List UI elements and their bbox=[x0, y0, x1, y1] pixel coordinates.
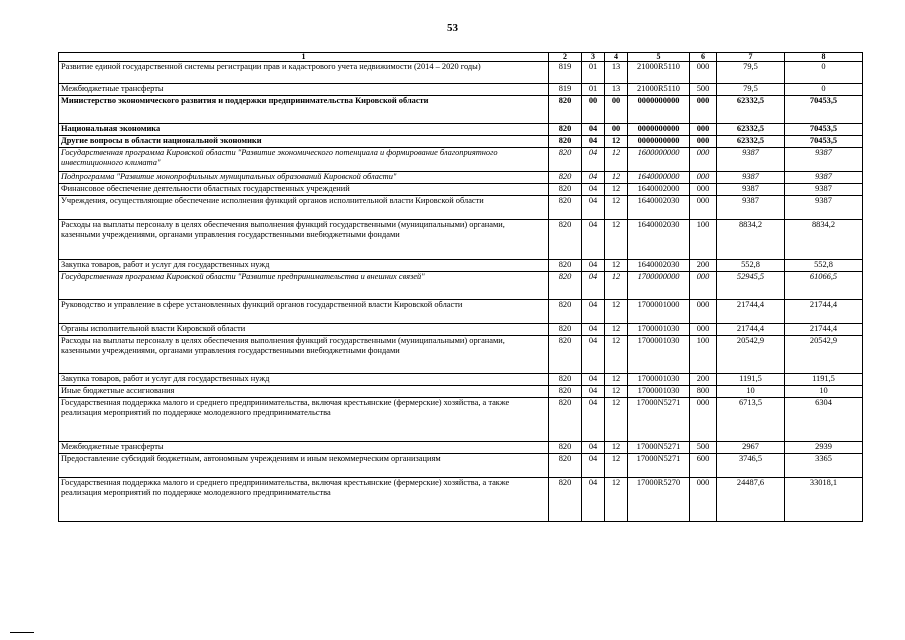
row-amount-col7-cell: 8834,2 bbox=[717, 220, 785, 260]
row-admin-code-cell: 820 bbox=[549, 374, 582, 386]
row-target-article-cell: 1700001030 bbox=[628, 324, 690, 336]
row-expense-type-cell: 100 bbox=[690, 220, 717, 260]
row-target-article-cell: 17000N5271 bbox=[628, 454, 690, 478]
row-target-article-cell: 21000R5110 bbox=[628, 84, 690, 96]
row-target-article-cell: 0000000000 bbox=[628, 124, 690, 136]
table-row bbox=[59, 442, 863, 454]
table-row bbox=[59, 184, 863, 196]
header-col-4: 4 bbox=[605, 53, 628, 62]
row-subsection-cell: 00 bbox=[605, 96, 628, 124]
row-subsection-cell: 12 bbox=[605, 260, 628, 272]
row-section-cell: 04 bbox=[582, 184, 605, 196]
header-col-3: 3 bbox=[582, 53, 605, 62]
table-row bbox=[59, 300, 863, 324]
row-amount-col8-cell: 9387 bbox=[785, 196, 863, 220]
row-amount-col7-cell: 21744,4 bbox=[717, 324, 785, 336]
row-amount-col7-cell: 2967 bbox=[717, 442, 785, 454]
row-target-article-cell: 1700001030 bbox=[628, 386, 690, 398]
row-target-article-cell: 1700001000 bbox=[628, 300, 690, 324]
row-section-cell: 01 bbox=[582, 62, 605, 84]
row-section-cell: 04 bbox=[582, 442, 605, 454]
scan-artifact-line bbox=[10, 632, 34, 633]
row-amount-col7-cell: 9387 bbox=[717, 172, 785, 184]
row-subsection-cell: 00 bbox=[605, 124, 628, 136]
row-section-cell: 04 bbox=[582, 386, 605, 398]
row-expense-type-cell: 000 bbox=[690, 196, 717, 220]
row-amount-col7-cell: 21744,4 bbox=[717, 300, 785, 324]
row-name-cell: Иные бюджетные ассигнования bbox=[59, 386, 549, 398]
row-name-cell: Расходы на выплаты персоналу в целях обеспечения выполнения функций государственными (муниципальными) органами, казенными учреждениями, органами управления государственными внебюджетными фондами bbox=[59, 336, 549, 374]
row-name-cell: Государственная поддержка малого и среднего предпринимательства, включая крестьянские (фермерские) хозяйства, а также реализация мероприятий по поддержке молодежного предпринимательства bbox=[59, 478, 549, 522]
row-admin-code-cell: 820 bbox=[549, 136, 582, 148]
row-section-cell: 01 bbox=[582, 84, 605, 96]
row-name-cell: Государственная программа Кировской области "Развитие экономического потенциала и формирование благоприятного инвестиционного климата" bbox=[59, 148, 549, 172]
row-name-cell: Расходы на выплаты персоналу в целях обеспечения выполнения функций государственными (муниципальными) органами, казенными учреждениями, органами управления государственными внебюджетными фондами bbox=[59, 220, 549, 260]
row-section-cell: 04 bbox=[582, 136, 605, 148]
table-row bbox=[59, 478, 863, 522]
table-body bbox=[59, 62, 863, 522]
row-name-cell: Органы исполнительной власти Кировской области bbox=[59, 324, 549, 336]
row-expense-type-cell: 000 bbox=[690, 148, 717, 172]
header-col-7: 7 bbox=[717, 53, 785, 62]
table-row bbox=[59, 398, 863, 442]
row-amount-col7-cell: 62332,5 bbox=[717, 136, 785, 148]
row-subsection-cell: 12 bbox=[605, 272, 628, 300]
row-name-cell: Другие вопросы в области национальной экономики bbox=[59, 136, 549, 148]
row-amount-col7-cell: 52945,5 bbox=[717, 272, 785, 300]
row-section-cell: 04 bbox=[582, 196, 605, 220]
row-amount-col7-cell: 6713,5 bbox=[717, 398, 785, 442]
row-expense-type-cell: 000 bbox=[690, 96, 717, 124]
row-subsection-cell: 12 bbox=[605, 324, 628, 336]
row-expense-type-cell: 000 bbox=[690, 300, 717, 324]
row-section-cell: 04 bbox=[582, 324, 605, 336]
row-expense-type-cell: 500 bbox=[690, 442, 717, 454]
row-name-cell: Национальная экономика bbox=[59, 124, 549, 136]
row-amount-col7-cell: 9387 bbox=[717, 184, 785, 196]
table-row bbox=[59, 324, 863, 336]
row-name-cell: Учреждения, осуществляющие обеспечение исполнения функций органов исполнительной власти Кировской области bbox=[59, 196, 549, 220]
table-row bbox=[59, 336, 863, 374]
row-amount-col8-cell: 552,8 bbox=[785, 260, 863, 272]
row-subsection-cell: 12 bbox=[605, 386, 628, 398]
row-section-cell: 00 bbox=[582, 96, 605, 124]
row-target-article-cell: 1640002000 bbox=[628, 184, 690, 196]
row-expense-type-cell: 000 bbox=[690, 136, 717, 148]
row-target-article-cell: 1640002030 bbox=[628, 196, 690, 220]
row-admin-code-cell: 820 bbox=[549, 398, 582, 442]
row-subsection-cell: 12 bbox=[605, 184, 628, 196]
row-name-cell: Развитие единой государственной системы регистрации прав и кадастрового учета недвижимости (2014 – 2020 годы) bbox=[59, 62, 549, 84]
row-target-article-cell: 1700001030 bbox=[628, 336, 690, 374]
table-row bbox=[59, 220, 863, 260]
row-subsection-cell: 13 bbox=[605, 62, 628, 84]
row-admin-code-cell: 820 bbox=[549, 478, 582, 522]
table-row bbox=[59, 84, 863, 96]
row-expense-type-cell: 600 bbox=[690, 454, 717, 478]
table-row bbox=[59, 148, 863, 172]
row-expense-type-cell: 000 bbox=[690, 184, 717, 196]
row-admin-code-cell: 820 bbox=[549, 148, 582, 172]
row-target-article-cell: 1640000000 bbox=[628, 172, 690, 184]
header-col-2: 2 bbox=[549, 53, 582, 62]
row-section-cell: 04 bbox=[582, 220, 605, 260]
row-admin-code-cell: 820 bbox=[549, 260, 582, 272]
row-amount-col8-cell: 0 bbox=[785, 62, 863, 84]
row-amount-col8-cell: 0 bbox=[785, 84, 863, 96]
row-amount-col7-cell: 24487,6 bbox=[717, 478, 785, 522]
row-section-cell: 04 bbox=[582, 124, 605, 136]
row-name-cell: Министерство экономического развития и поддержки предпринимательства Кировской области bbox=[59, 96, 549, 124]
table-row bbox=[59, 272, 863, 300]
row-amount-col8-cell: 9387 bbox=[785, 148, 863, 172]
row-amount-col8-cell: 70453,5 bbox=[785, 96, 863, 124]
row-amount-col8-cell: 9387 bbox=[785, 172, 863, 184]
row-amount-col8-cell: 6304 bbox=[785, 398, 863, 442]
row-amount-col7-cell: 552,8 bbox=[717, 260, 785, 272]
row-target-article-cell: 0000000000 bbox=[628, 96, 690, 124]
row-amount-col8-cell: 20542,9 bbox=[785, 336, 863, 374]
row-admin-code-cell: 820 bbox=[549, 300, 582, 324]
row-name-cell: Межбюджетные трансферты bbox=[59, 442, 549, 454]
row-subsection-cell: 12 bbox=[605, 398, 628, 442]
row-subsection-cell: 12 bbox=[605, 172, 628, 184]
row-admin-code-cell: 820 bbox=[549, 96, 582, 124]
row-target-article-cell: 1640002030 bbox=[628, 220, 690, 260]
budget-table bbox=[58, 52, 863, 522]
row-expense-type-cell: 000 bbox=[690, 478, 717, 522]
table-row bbox=[59, 172, 863, 184]
row-section-cell: 04 bbox=[582, 374, 605, 386]
row-expense-type-cell: 000 bbox=[690, 272, 717, 300]
row-section-cell: 04 bbox=[582, 148, 605, 172]
row-amount-col8-cell: 3365 bbox=[785, 454, 863, 478]
table-row bbox=[59, 374, 863, 386]
row-admin-code-cell: 820 bbox=[549, 454, 582, 478]
row-section-cell: 04 bbox=[582, 398, 605, 442]
row-target-article-cell: 1600000000 bbox=[628, 148, 690, 172]
row-subsection-cell: 12 bbox=[605, 220, 628, 260]
row-expense-type-cell: 500 bbox=[690, 84, 717, 96]
row-amount-col7-cell: 3746,5 bbox=[717, 454, 785, 478]
row-section-cell: 04 bbox=[582, 478, 605, 522]
row-name-cell: Предоставление субсидий бюджетным, автономным учреждениям и иным некоммерческим организациям bbox=[59, 454, 549, 478]
row-name-cell: Государственная поддержка малого и среднего предпринимательства, включая крестьянские (фермерские) хозяйства, а также реализация мероприятий по поддержке молодежного предпринимательства bbox=[59, 398, 549, 442]
row-amount-col8-cell: 8834,2 bbox=[785, 220, 863, 260]
row-expense-type-cell: 100 bbox=[690, 336, 717, 374]
row-name-cell: Подпрограмма "Развитие монопрофильных муниципальных образований Кировской области" bbox=[59, 172, 549, 184]
row-subsection-cell: 12 bbox=[605, 374, 628, 386]
row-amount-col8-cell: 70453,5 bbox=[785, 136, 863, 148]
row-subsection-cell: 12 bbox=[605, 454, 628, 478]
row-admin-code-cell: 820 bbox=[549, 124, 582, 136]
row-section-cell: 04 bbox=[582, 336, 605, 374]
row-subsection-cell: 12 bbox=[605, 196, 628, 220]
row-name-cell: Финансовое обеспечение деятельности областных государственных учреждений bbox=[59, 184, 549, 196]
row-target-article-cell: 17000N5271 bbox=[628, 442, 690, 454]
row-amount-col7-cell: 20542,9 bbox=[717, 336, 785, 374]
row-expense-type-cell: 000 bbox=[690, 172, 717, 184]
row-admin-code-cell: 820 bbox=[549, 386, 582, 398]
row-name-cell: Закупка товаров, работ и услуг для государственных нужд bbox=[59, 260, 549, 272]
row-amount-col8-cell: 70453,5 bbox=[785, 124, 863, 136]
row-subsection-cell: 13 bbox=[605, 84, 628, 96]
table-row bbox=[59, 96, 863, 124]
table-row bbox=[59, 136, 863, 148]
row-section-cell: 04 bbox=[582, 300, 605, 324]
row-admin-code-cell: 819 bbox=[549, 84, 582, 96]
row-admin-code-cell: 820 bbox=[549, 172, 582, 184]
row-target-article-cell: 17000R5270 bbox=[628, 478, 690, 522]
row-name-cell: Государственная программа Кировской области "Развитие предпринимательства и внешних связей" bbox=[59, 272, 549, 300]
row-subsection-cell: 12 bbox=[605, 478, 628, 522]
page-number: 53 bbox=[447, 22, 458, 34]
row-amount-col7-cell: 62332,5 bbox=[717, 96, 785, 124]
table-row bbox=[59, 260, 863, 272]
row-admin-code-cell: 820 bbox=[549, 324, 582, 336]
row-amount-col7-cell: 79,5 bbox=[717, 62, 785, 84]
row-admin-code-cell: 820 bbox=[549, 336, 582, 374]
row-expense-type-cell: 000 bbox=[690, 398, 717, 442]
row-subsection-cell: 12 bbox=[605, 336, 628, 374]
row-admin-code-cell: 819 bbox=[549, 62, 582, 84]
row-name-cell: Руководство и управление в сфере установленных функций органов государственной власти Кировской области bbox=[59, 300, 549, 324]
row-amount-col7-cell: 9387 bbox=[717, 148, 785, 172]
row-amount-col7-cell: 79,5 bbox=[717, 84, 785, 96]
row-target-article-cell: 1640002030 bbox=[628, 260, 690, 272]
header-col-6: 6 bbox=[690, 53, 717, 62]
row-expense-type-cell: 200 bbox=[690, 374, 717, 386]
row-subsection-cell: 12 bbox=[605, 442, 628, 454]
row-section-cell: 04 bbox=[582, 172, 605, 184]
row-amount-col7-cell: 9387 bbox=[717, 196, 785, 220]
row-admin-code-cell: 820 bbox=[549, 184, 582, 196]
row-amount-col8-cell: 9387 bbox=[785, 184, 863, 196]
row-subsection-cell: 12 bbox=[605, 300, 628, 324]
row-admin-code-cell: 820 bbox=[549, 442, 582, 454]
row-amount-col8-cell: 10 bbox=[785, 386, 863, 398]
row-amount-col8-cell: 33018,1 bbox=[785, 478, 863, 522]
table-row bbox=[59, 124, 863, 136]
row-amount-col8-cell: 61066,5 bbox=[785, 272, 863, 300]
row-expense-type-cell: 000 bbox=[690, 324, 717, 336]
row-amount-col8-cell: 21744,4 bbox=[785, 324, 863, 336]
table-row bbox=[59, 62, 863, 84]
table-row bbox=[59, 196, 863, 220]
row-target-article-cell: 1700001030 bbox=[628, 374, 690, 386]
row-expense-type-cell: 000 bbox=[690, 124, 717, 136]
row-admin-code-cell: 820 bbox=[549, 220, 582, 260]
row-section-cell: 04 bbox=[582, 454, 605, 478]
row-admin-code-cell: 820 bbox=[549, 196, 582, 220]
header-col-1: 1 bbox=[59, 53, 549, 62]
row-admin-code-cell: 820 bbox=[549, 272, 582, 300]
row-target-article-cell: 17000N5271 bbox=[628, 398, 690, 442]
row-name-cell: Закупка товаров, работ и услуг для государственных нужд bbox=[59, 374, 549, 386]
header-row bbox=[59, 53, 863, 62]
row-section-cell: 04 bbox=[582, 272, 605, 300]
row-target-article-cell: 0000000000 bbox=[628, 136, 690, 148]
row-amount-col8-cell: 2939 bbox=[785, 442, 863, 454]
row-target-article-cell: 21000R5110 bbox=[628, 62, 690, 84]
table-row bbox=[59, 454, 863, 478]
row-amount-col8-cell: 21744,4 bbox=[785, 300, 863, 324]
header-col-8: 8 bbox=[785, 53, 863, 62]
row-section-cell: 04 bbox=[582, 260, 605, 272]
row-amount-col8-cell: 1191,5 bbox=[785, 374, 863, 386]
row-amount-col7-cell: 62332,5 bbox=[717, 124, 785, 136]
row-name-cell: Межбюджетные трансферты bbox=[59, 84, 549, 96]
row-amount-col7-cell: 10 bbox=[717, 386, 785, 398]
row-amount-col7-cell: 1191,5 bbox=[717, 374, 785, 386]
row-expense-type-cell: 800 bbox=[690, 386, 717, 398]
table-row bbox=[59, 386, 863, 398]
row-expense-type-cell: 200 bbox=[690, 260, 717, 272]
row-target-article-cell: 1700000000 bbox=[628, 272, 690, 300]
row-subsection-cell: 12 bbox=[605, 136, 628, 148]
row-expense-type-cell: 000 bbox=[690, 62, 717, 84]
row-subsection-cell: 12 bbox=[605, 148, 628, 172]
header-col-5: 5 bbox=[628, 53, 690, 62]
